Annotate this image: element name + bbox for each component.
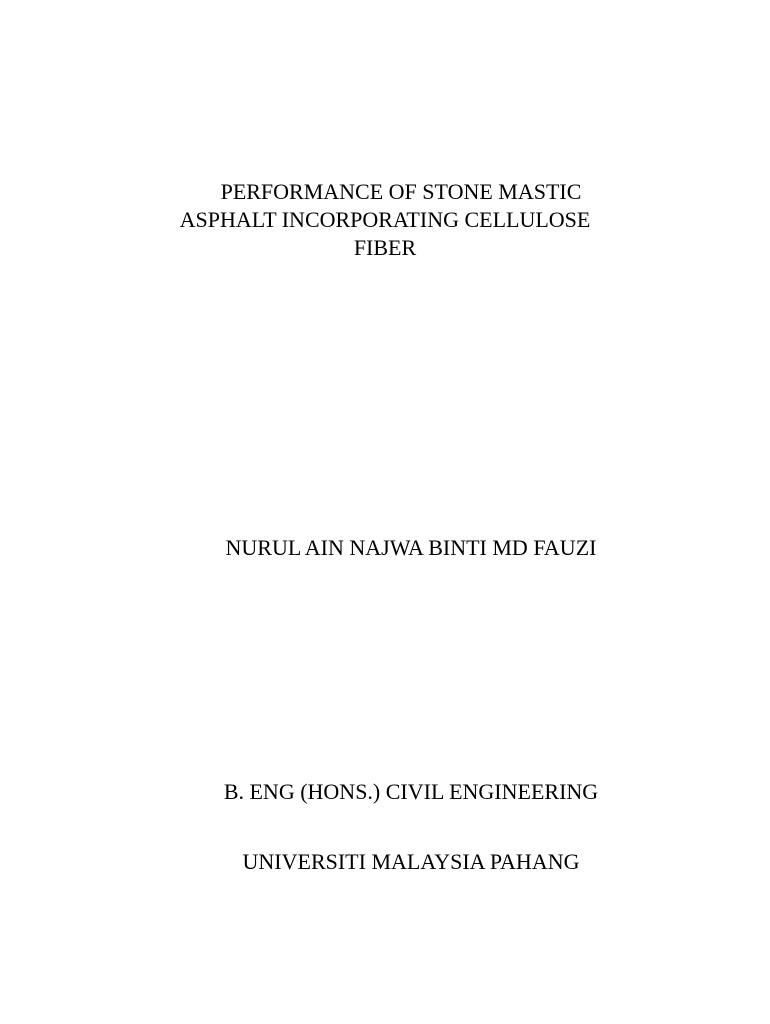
author-name: NURUL AIN NAJWA BINTI MD FAUZI: [225, 535, 597, 560]
thesis-title-line-3: FIBER: [353, 235, 417, 260]
thesis-title-line-1: PERFORMANCE OF STONE MASTIC: [220, 179, 582, 204]
thesis-title-line-2: ASPHALT INCORPORATING CELLULOSE: [179, 207, 591, 232]
degree-name: B. ENG (HONS.) CIVIL ENGINEERING: [223, 779, 599, 804]
university-name: UNIVERSITI MALAYSIA PAHANG: [242, 849, 580, 874]
